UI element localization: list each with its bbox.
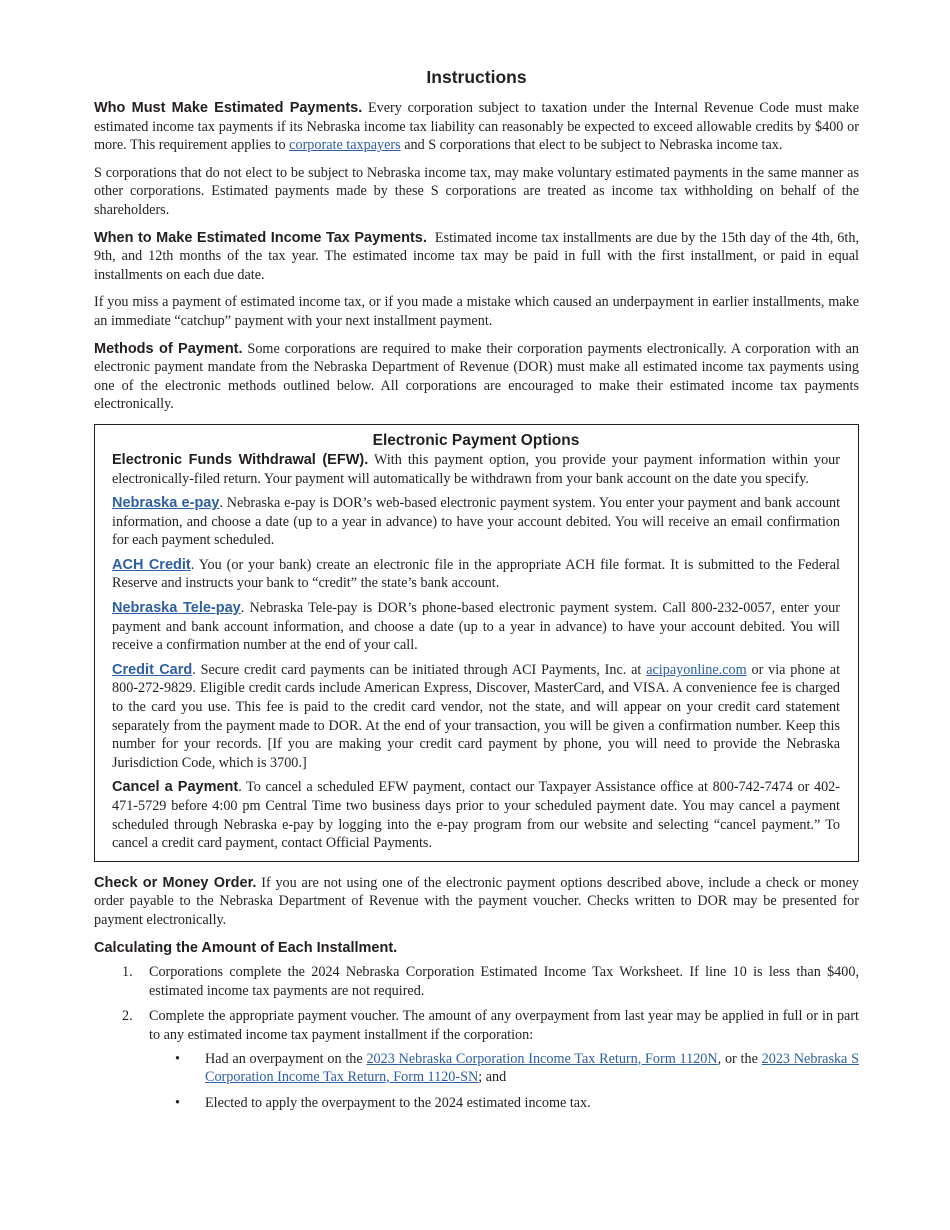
list-number: 1.	[122, 964, 133, 981]
methods-text: Some corporations are required to make their corporation payments electronically. A corporation with an electronic payment mandate from the Nebraska Department of Revenue (DOR) must make all estimated income tax payments using one of the electronic methods outlined below. All corporations are encouraged to make their estimated income tax payments electronically.	[94, 340, 859, 413]
ach-text: . You (or your bank) create an electronic file in the appropriate ACH file format. It is submitted to the Federal Reserve and instructs your bank to “credit” the state’s bank account.	[112, 556, 840, 592]
list-item-text: Corporations complete the 2024 Nebraska Corporation Estimated Income Tax Worksheet. If line 10 is less than $400, estimated income tax payments are not required.	[149, 964, 859, 999]
list-item	[94, 963, 859, 1000]
cancel-payment-text: . To cancel a scheduled EFW payment, contact our Taxpayer Assistance office at 800-742-7474 or 402-471-5729 before 4:00 pm Central Time two business days prior to your scheduled payment date. You may cancel a payment scheduled through Nebraska e-pay by logging into the e-pay program from our website and selecting “cancel payment.” To cancel a credit card payment, contact Official Payments.	[112, 779, 840, 852]
check-text: If you are not using one of the electronic payment options described above, include a check or money order payable to the Nebraska Department of Revenue with the payment voucher. Checks written to DOR may be presented for payment electronically.	[94, 874, 859, 928]
who-must-paragraph	[94, 99, 859, 155]
telepay-paragraph	[112, 599, 840, 655]
form-1120sn-link[interactable]: 2023 Nebraska S Corporation Income Tax Return, Form 1120-SN	[205, 1050, 860, 1086]
bullet-list	[149, 1050, 859, 1113]
when-to-heading: When to Make Estimated Income Tax Payments.	[94, 229, 427, 246]
bullet-item	[149, 1094, 859, 1113]
methods-paragraph	[94, 340, 859, 414]
ach-credit-link[interactable]: ACH Credit	[112, 556, 191, 573]
cancel-payment-paragraph	[112, 778, 840, 852]
who-must-text-a: Every corporation subject to taxation under the Internal Revenue Code must make estimated income tax payments if its Nebraska income tax liability can reasonably be expected to exceed allowable credits by $400 or more. This requirement applies to	[94, 100, 860, 154]
bullet-text-b: , or the	[717, 1050, 762, 1067]
corporate-taxpayers-link[interactable]: corporate taxpayers	[289, 137, 401, 154]
epay-paragraph	[112, 494, 840, 550]
check-paragraph	[94, 874, 859, 930]
instructions-page	[94, 66, 863, 1119]
credit-card-text-b: or via phone at 800-272-9829. Eligible credit cards include American Express, Discover, MasterCard, and VISA. A convenience fee is charged to the card you use. This fee is paid to the credit card vendor, not the state, and will appear on your credit card statement separately from the payment made to DOR. At the end of your transaction, you will be given a confirmation number. Keep this number for your records. [If you are making your credit card payment by phone, you will need to provide the Nebraska Jurisdiction Code, which is 3700.]	[112, 661, 841, 771]
efw-paragraph	[112, 451, 840, 488]
check-heading: Check or Money Order.	[94, 874, 257, 891]
list-item	[94, 1007, 859, 1112]
bullet-item	[149, 1050, 859, 1087]
list-number: 2.	[122, 1008, 133, 1025]
bullet-text-c: ; and	[478, 1069, 507, 1086]
credit-card-text-a: . Secure credit card payments can be initiated through ACI Payments, Inc. at	[192, 661, 647, 678]
efw-text: With this payment option, you provide your payment information within your electronically-filed return. Your payment will automatically be withdrawn from your bank account on the date you specify.	[112, 451, 840, 487]
list-item-text: Complete the appropriate payment voucher. The amount of any overpayment from last year may be applied in full or in part to any estimated income tax payment installment if the corporation:	[149, 1008, 859, 1043]
bullet-text: Elected to apply the overpayment to the 2024 estimated income tax.	[205, 1094, 591, 1111]
cancel-payment-heading: Cancel a Payment	[112, 779, 239, 796]
electronic-options-title: Electronic Payment Options	[372, 431, 580, 449]
acipayonline-link[interactable]: acipayonline.com	[646, 661, 747, 678]
ach-paragraph	[112, 556, 840, 593]
efw-heading: Electronic Funds Withdrawal (EFW).	[112, 451, 369, 468]
when-to-paragraph	[94, 229, 863, 285]
when-to-text: Estimated income tax installments are due by the 15th day of the 4th, 6th, 9th, and 12th months of the tax year. The estimated income tax may be paid in full with the first installment, or paid in equal installments on each due date.	[94, 229, 863, 283]
credit-card-link[interactable]: Credit Card	[112, 661, 193, 678]
credit-card-paragraph	[112, 661, 840, 773]
methods-heading: Methods of Payment.	[94, 340, 243, 357]
missed-payment-paragraph: If you miss a payment of estimated income tax, or if you made a mistake which caused an underpayment in earlier installments, make an immediate “catchup” payment with your next installment payment.	[94, 294, 859, 329]
calculating-heading-line	[94, 939, 859, 958]
nebraska-epay-link[interactable]: Nebraska e-pay	[112, 495, 220, 512]
bullet-icon: •	[175, 1094, 180, 1111]
calculating-heading: Calculating the Amount of Each Installment.	[94, 939, 398, 956]
telepay-text: . Nebraska Tele-pay is DOR’s phone-based electronic payment system. Call 800-232-0057, enter your payment and bank account information, and choose a date (up to a year in advance) to have your account debited. You will receive a confirmation number at the end of your call.	[112, 600, 840, 654]
page-title: Instructions	[426, 67, 527, 87]
bullet-text-a: Had an overpayment on the	[205, 1050, 367, 1067]
bullet-icon: •	[175, 1050, 180, 1067]
s-corp-paragraph: S corporations that do not elect to be subject to Nebraska income tax, may make voluntary estimated payments in the same manner as other corporations. Estimated payments made by these S corporations are treated as income tax withholding on behalf of the shareholders.	[94, 164, 859, 218]
epay-text: . Nebraska e-pay is DOR’s web-based electronic payment system. You enter your payment and bank account information, and choose a date (up to a year in advance) to have your account debited. You will receive an email confirmation for each payment scheduled.	[112, 495, 841, 549]
who-must-text-b: and S corporations that elect to be subject to Nebraska income tax.	[400, 137, 783, 154]
nebraska-telepay-link[interactable]: Nebraska Tele-pay	[112, 600, 241, 617]
form-1120n-link[interactable]: 2023 Nebraska Corporation Income Tax Return, Form 1120N	[366, 1050, 718, 1067]
who-must-heading: Who Must Make Estimated Payments.	[94, 100, 363, 116]
calculating-list	[94, 963, 859, 1112]
electronic-payment-options-box	[94, 424, 859, 862]
